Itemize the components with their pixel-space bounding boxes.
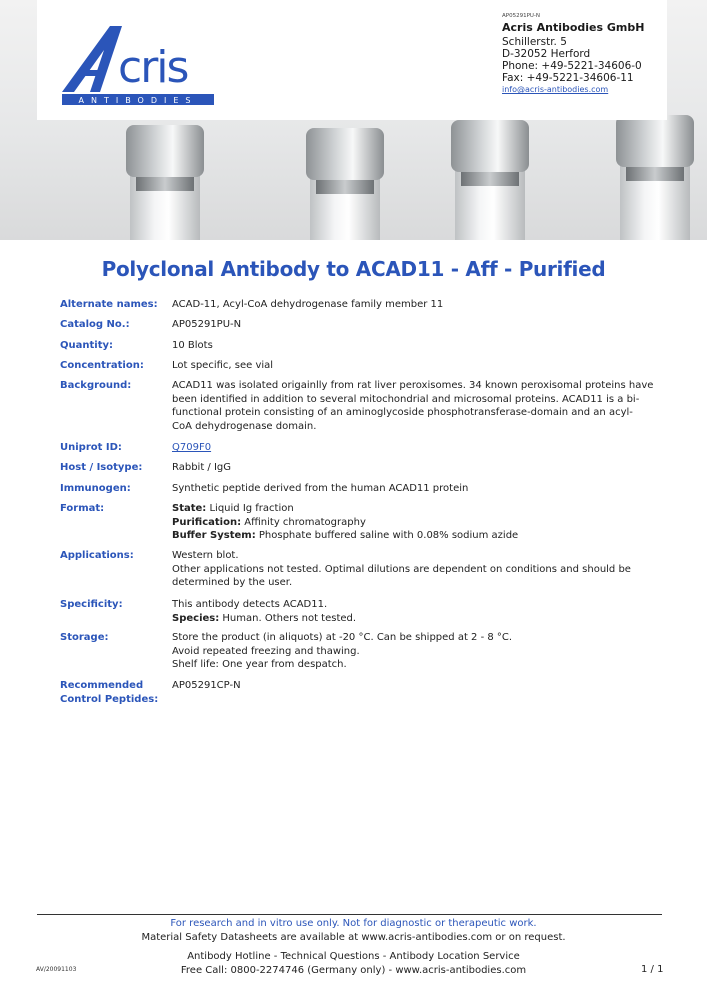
- field-label: Host / Isotype:: [60, 462, 143, 473]
- vial-image: [130, 125, 200, 240]
- text-line: Purification: Affinity chromatography: [172, 516, 366, 528]
- field-label: Background:: [60, 380, 132, 391]
- phone-line: Phone: +49-5221-34606-0: [502, 60, 642, 72]
- vial-image: [455, 120, 525, 240]
- text-line: Avoid repeated freezing and thawing.: [172, 645, 360, 657]
- text-line: Store the product (in aliquots) at -20 °C. Can be shipped at 2 - 8 °C.: [172, 632, 513, 643]
- field-value: AP05291PU-N: [172, 319, 242, 330]
- field-label: Storage:: [60, 632, 109, 643]
- fax-line: Fax: +49-5221-34606-11: [502, 72, 634, 84]
- field-label: Recommended Control Peptides:: [60, 680, 159, 705]
- field-label: Format:: [60, 503, 105, 514]
- text-line: This antibody detects ACAD11.: [172, 599, 328, 610]
- field-value: 10 Blots: [172, 340, 213, 351]
- footer-divider: [37, 914, 662, 915]
- text-line: Other applications not tested. Optimal dilutions are dependent on conditions and should be: [172, 563, 631, 575]
- email-link[interactable]: info@acris-antibodies.com: [502, 85, 609, 94]
- field-value: [172, 549, 660, 590]
- field-label: Concentration:: [60, 360, 144, 371]
- text-line: determined by the user.: [172, 577, 293, 588]
- text-line: ACAD11 was isolated origainlly from rat liver peroxisomes. 34 known peroxisomal proteins have: [172, 380, 654, 391]
- field-label: Alternate names:: [60, 299, 158, 310]
- text-line: functional protein consisting of an aminoglycoside phosphotransferase-domain and an acyl-: [172, 407, 633, 418]
- text-line: CoA dehydrogenase domain.: [172, 420, 317, 432]
- acris-logo: [60, 20, 220, 108]
- address-line: Schillerstr. 5: [502, 36, 567, 48]
- field-label: Immunogen:: [60, 483, 131, 494]
- field-value: Synthetic peptide derived from the human ACAD11 protein: [172, 483, 469, 494]
- header-banner: [0, 0, 707, 240]
- svg-text:cris: cris: [118, 42, 188, 93]
- field-value: Lot specific, see vial: [172, 360, 274, 371]
- field-value: Rabbit / IgG: [172, 462, 232, 473]
- text-line: been identified in addition to several mitochondrial and microsomal proteins. ACAD11 is a bi-: [172, 393, 640, 405]
- field-value: AP05291CP-N: [172, 680, 241, 691]
- text-line: Buffer System: Phosphate buffered saline with 0.08% sodium azide: [172, 530, 519, 541]
- field-value: ACAD-11, Acyl-CoA dehydrogenase family member 11: [172, 299, 444, 310]
- field-label: Quantity:: [60, 340, 113, 351]
- page-number: 1 / 1: [641, 964, 664, 975]
- uniprot-link[interactable]: Q709F0: [172, 442, 212, 453]
- text-line: Western blot.: [172, 550, 239, 561]
- doc-code: AV/20091103: [36, 966, 77, 973]
- field-value: [172, 631, 660, 672]
- field-value: [172, 379, 660, 433]
- address-line: D-32052 Herford: [502, 48, 591, 60]
- svg-text:ANTIBODIES: ANTIBODIES: [78, 96, 198, 105]
- field-label: Applications:: [60, 550, 134, 561]
- footer-hotline: Antibody Hotline - Technical Questions - Antibody Location Service: [187, 951, 520, 962]
- vial-image: [620, 115, 690, 240]
- field-value: [172, 502, 660, 543]
- field-value: [172, 598, 660, 625]
- company-name: Acris Antibodies GmbH: [502, 21, 645, 34]
- reference-code: AP05291PU-N: [502, 13, 541, 19]
- field-label: Specificity:: [60, 599, 123, 610]
- field-label: Uniprot ID:: [60, 442, 122, 453]
- footer-msds: Material Safety Datasheets are available at www.acris-antibodies.com or on request.: [141, 932, 566, 943]
- page-title: Polyclonal Antibody to ACAD11 - Aff - Purified: [101, 257, 606, 281]
- footer-freecall: Free Call: 0800-2274746 (Germany only) - www.acris-antibodies.com: [180, 965, 527, 976]
- text-line: State: Liquid Ig fraction: [172, 503, 294, 514]
- text-line: Species: Human. Others not tested.: [172, 612, 357, 624]
- text-line: Shelf life: One year from despatch.: [172, 659, 347, 670]
- company-address: [502, 12, 644, 96]
- field-label: Catalog No.:: [60, 319, 130, 330]
- vial-image: [310, 128, 380, 240]
- footer-disclaimer: For research and in vitro use only. Not for diagnostic or therapeutic work.: [170, 918, 537, 929]
